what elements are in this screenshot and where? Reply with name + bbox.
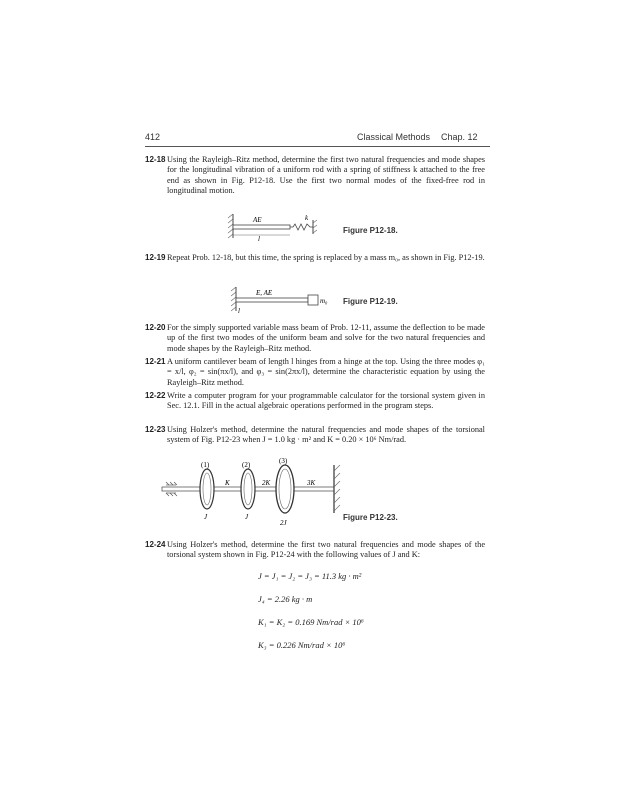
problem-12-24 [145, 540, 485, 561]
problem-text: Write a computer program for your programmable calculator for the torsional system given in Sec. 12.1. Fill in the actual algebraic operations performed in the program steps. [167, 391, 485, 411]
figure-p12-19 [228, 285, 343, 315]
problem-12-23 [145, 425, 485, 446]
chapter-title: Classical Methods [357, 132, 431, 142]
wall-hatching [228, 214, 233, 238]
chapter-label: Chap. 12 [441, 132, 478, 142]
problem-number: 12-18 [145, 155, 166, 164]
disk-number-label: (2) [242, 461, 251, 469]
shaft-stiffness-label: 2K [262, 479, 271, 487]
figure-caption-p12-18: Figure P12-18. [343, 226, 398, 235]
figure-p12-18 [225, 212, 340, 242]
spring-label: k [305, 214, 309, 222]
problem-text: Using Holzer's method, determine the first two natural frequencies and mode shapes of the torsional system shown in Fig. P12-24 with the following values of J and K: [167, 540, 485, 560]
problem-12-21 [145, 357, 485, 388]
inertia-label: 2J [280, 519, 287, 527]
rod-area-label: AE [253, 216, 262, 224]
inertia-label: J [204, 513, 208, 521]
disk-number-label: (1) [201, 461, 210, 469]
disk-1 [200, 469, 214, 509]
shaft-stiffness-label: 3K [307, 479, 316, 487]
disk-number-label: (3) [279, 457, 288, 465]
problem-text: A uniform cantilever beam of length l hinges from a hinge at the top. Using the three modes φ₁ = x/l, φ₂ = sin(πx/l), and φ₃ = sin(2πx/l), determine the characteristic equation by using the Rayleigh–Ritz method. [167, 357, 485, 387]
end-mass [308, 295, 318, 305]
rod-props-label: E, AE [256, 289, 273, 297]
figure-caption-p12-23: Figure P12-23. [343, 513, 398, 522]
problem-12-22 [145, 391, 485, 412]
figure-p12-23 [160, 455, 350, 530]
problem-text: For the simply supported variable mass beam of Prob. 12-11, assume the deflection to be made up of the first two modes of the uniform beam and solve for the two natural frequencies and mode shapes by the Rayleigh–Ritz method. [167, 323, 485, 353]
rod-length-label: l [238, 307, 240, 315]
uniform-rod [236, 298, 308, 302]
header-rule [145, 146, 490, 147]
problem-text: Using Holzer's method, determine the natural frequencies and mode shapes of the torsional system of Fig. P12-23 when J = 1.0 kg · m² and K = 0.20 × 10⁶ Nm/rad. [167, 425, 485, 445]
equation-inertia-4: J₄ = 2.26 kg · m [258, 594, 313, 604]
problem-text: Repeat Prob. 12-18, but this time, the spring is replaced by a mass m₀, as shown in Fig. P12-19. [167, 253, 485, 262]
shaft-stiffness-label: K [225, 479, 230, 487]
wall-hatching [334, 465, 340, 511]
equation-stiffness-3: K₃ = 0.226 Nm/rad × 10⁶ [258, 640, 346, 650]
problem-number: 12-23 [145, 425, 166, 434]
problem-number: 12-24 [145, 540, 166, 549]
mass-label: m₀ [320, 297, 328, 305]
equation-stiffness: K₁ = K₂ = 0.169 Nm/rad × 10⁶ [258, 617, 364, 627]
problem-number: 12-20 [145, 323, 166, 332]
equation-inertia: J = J₁ = J₂ = J₃ = 11.3 kg · m² [258, 571, 362, 581]
inertia-label: J [245, 513, 249, 521]
uniform-rod [233, 225, 290, 229]
page-number: 412 [145, 132, 161, 142]
disk-2 [241, 469, 255, 509]
problem-12-19 [145, 253, 485, 263]
problem-number: 12-21 [145, 357, 166, 366]
problem-text: Using the Rayleigh–Ritz method, determine the first two natural frequencies and mode shapes for the longitudinal vibration of a uniform rod with a spring of stiffness k attached to the free end as shown in Fig. P12-18. Use the first two normal modes of the fixed-free rod in longitudinal motion. [167, 155, 485, 196]
wall-hatching [231, 287, 236, 311]
problem-12-18 [145, 155, 485, 197]
problem-number: 12-19 [145, 253, 166, 262]
problem-12-20 [145, 323, 485, 354]
rod-length-label: l [258, 235, 260, 242]
problem-number: 12-22 [145, 391, 166, 400]
spring-icon [290, 224, 313, 230]
figure-caption-p12-19: Figure P12-19. [343, 297, 398, 306]
